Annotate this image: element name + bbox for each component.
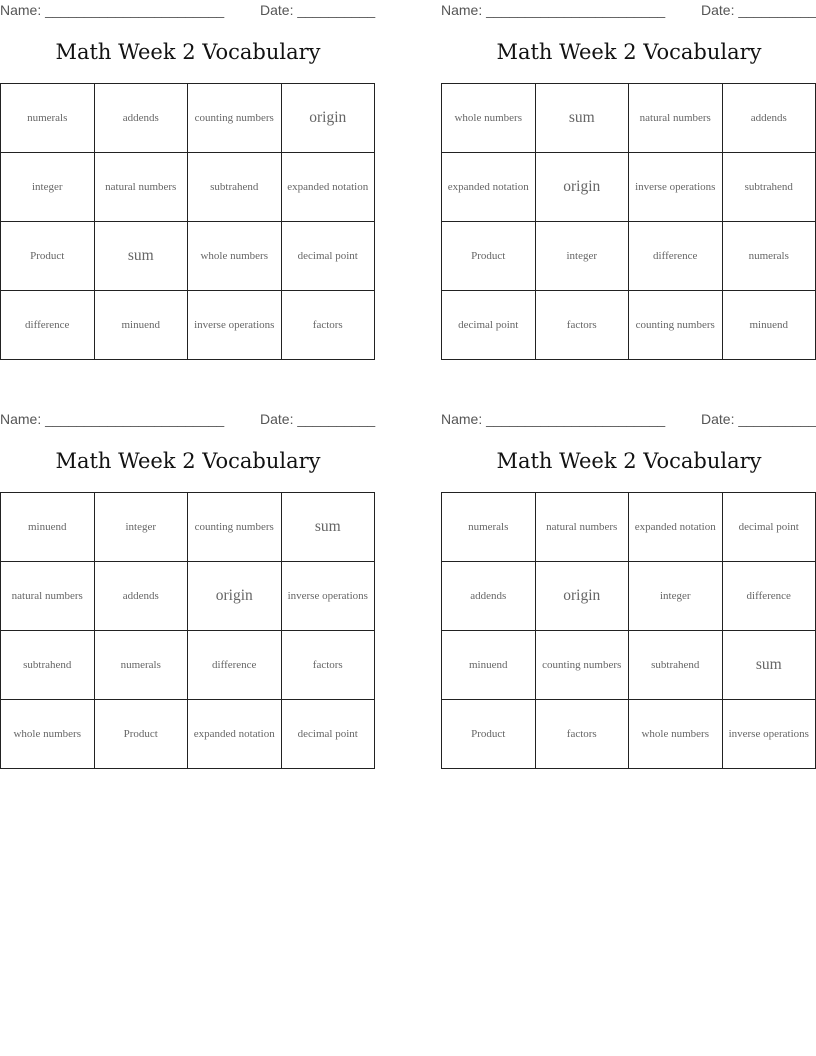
bingo-cell[interactable]: difference (629, 222, 723, 291)
name-field[interactable]: Name: _______________________ (441, 411, 666, 427)
name-date-row (441, 0, 816, 20)
bingo-cell[interactable]: integer (94, 493, 188, 562)
bingo-cell[interactable]: counting numbers (535, 631, 629, 700)
bingo-cell[interactable]: addends (722, 84, 816, 153)
bingo-cell[interactable]: subtrahend (1, 631, 95, 700)
bingo-cell[interactable]: factors (281, 631, 375, 700)
date-field[interactable]: Date: __________ (701, 411, 816, 427)
grid-row (1, 631, 375, 700)
grid-row (1, 153, 375, 222)
grid-row (1, 84, 375, 153)
bingo-cell[interactable]: factors (281, 291, 375, 360)
bingo-cell[interactable]: numerals (1, 84, 95, 153)
grid-row (442, 631, 816, 700)
bingo-cell[interactable]: counting numbers (188, 493, 282, 562)
grid-row (1, 700, 375, 769)
bingo-cell[interactable]: decimal point (722, 493, 816, 562)
grid-row (1, 222, 375, 291)
bingo-grid (0, 83, 375, 360)
card-title: Math Week 2 Vocabulary (55, 449, 321, 473)
bingo-cell[interactable]: integer (1, 153, 95, 222)
bingo-cell[interactable]: integer (629, 562, 723, 631)
bingo-cell[interactable]: expanded notation (281, 153, 375, 222)
bingo-cell[interactable]: numerals (722, 222, 816, 291)
bingo-cell[interactable]: counting numbers (188, 84, 282, 153)
bingo-cell[interactable]: factors (535, 291, 629, 360)
bingo-cell[interactable]: decimal point (281, 700, 375, 769)
grid-row (1, 493, 375, 562)
card-title: Math Week 2 Vocabulary (496, 40, 762, 64)
card-title: Math Week 2 Vocabulary (55, 40, 321, 64)
bingo-cell[interactable]: natural numbers (94, 153, 188, 222)
bingo-cell[interactable]: Product (1, 222, 95, 291)
bingo-cell[interactable]: sum (535, 84, 629, 153)
bingo-cell[interactable]: addends (94, 562, 188, 631)
bingo-cell[interactable]: subtrahend (629, 631, 723, 700)
name-field[interactable]: Name: _______________________ (441, 2, 666, 18)
bingo-cell[interactable]: natural numbers (535, 493, 629, 562)
bingo-cell[interactable]: integer (535, 222, 629, 291)
date-field[interactable]: Date: __________ (701, 2, 816, 18)
bingo-cell[interactable]: expanded notation (188, 700, 282, 769)
bingo-cell[interactable]: origin (188, 562, 282, 631)
bingo-cell[interactable]: counting numbers (629, 291, 723, 360)
bingo-cell[interactable]: decimal point (442, 291, 536, 360)
bingo-cell[interactable]: difference (1, 291, 95, 360)
name-date-row (441, 409, 816, 429)
bingo-cell[interactable]: minuend (442, 631, 536, 700)
bingo-cell[interactable]: difference (188, 631, 282, 700)
bingo-cell[interactable]: inverse operations (722, 700, 816, 769)
bingo-cell[interactable]: sum (281, 493, 375, 562)
bingo-cell[interactable]: inverse operations (629, 153, 723, 222)
grid-row (442, 222, 816, 291)
date-field[interactable]: Date: __________ (260, 411, 376, 427)
name-date-row (0, 409, 376, 429)
bingo-grid (441, 83, 816, 360)
bingo-cell[interactable]: decimal point (281, 222, 375, 291)
bingo-grid (0, 492, 375, 769)
bingo-cell[interactable]: natural numbers (1, 562, 95, 631)
name-date-row (0, 0, 376, 20)
bingo-cell[interactable]: whole numbers (1, 700, 95, 769)
bingo-cell[interactable]: origin (535, 153, 629, 222)
grid-row (442, 291, 816, 360)
bingo-cell[interactable]: subtrahend (722, 153, 816, 222)
bingo-cell[interactable]: whole numbers (442, 84, 536, 153)
date-field[interactable]: Date: __________ (260, 2, 376, 18)
bingo-cell[interactable]: Product (442, 222, 536, 291)
bingo-cell[interactable]: minuend (94, 291, 188, 360)
bingo-cell[interactable]: addends (442, 562, 536, 631)
grid-row (442, 562, 816, 631)
bingo-cell[interactable]: expanded notation (629, 493, 723, 562)
grid-row (442, 84, 816, 153)
name-field[interactable]: Name: _______________________ (0, 2, 225, 18)
bingo-cell[interactable]: factors (535, 700, 629, 769)
bingo-cell[interactable]: numerals (94, 631, 188, 700)
grid-row (1, 562, 375, 631)
bingo-cell[interactable]: expanded notation (442, 153, 536, 222)
bingo-cell[interactable]: Product (94, 700, 188, 769)
bingo-cell[interactable]: whole numbers (188, 222, 282, 291)
bingo-cell[interactable]: minuend (722, 291, 816, 360)
bingo-cell[interactable]: sum (94, 222, 188, 291)
bingo-cell[interactable]: origin (535, 562, 629, 631)
bingo-cell[interactable]: sum (722, 631, 816, 700)
bingo-cell[interactable]: minuend (1, 493, 95, 562)
card-title: Math Week 2 Vocabulary (496, 449, 762, 473)
bingo-cell[interactable]: origin (281, 84, 375, 153)
bingo-cell[interactable]: numerals (442, 493, 536, 562)
grid-row (442, 700, 816, 769)
grid-row (442, 493, 816, 562)
bingo-cell[interactable]: difference (722, 562, 816, 631)
bingo-grid (441, 492, 816, 769)
bingo-cell[interactable]: Product (442, 700, 536, 769)
bingo-cell[interactable]: inverse operations (188, 291, 282, 360)
bingo-cell[interactable]: addends (94, 84, 188, 153)
name-field[interactable]: Name: _______________________ (0, 411, 225, 427)
bingo-cell[interactable]: inverse operations (281, 562, 375, 631)
bingo-cell[interactable]: subtrahend (188, 153, 282, 222)
bingo-cell[interactable]: natural numbers (629, 84, 723, 153)
bingo-cell[interactable]: whole numbers (629, 700, 723, 769)
grid-row (442, 153, 816, 222)
grid-row (1, 291, 375, 360)
